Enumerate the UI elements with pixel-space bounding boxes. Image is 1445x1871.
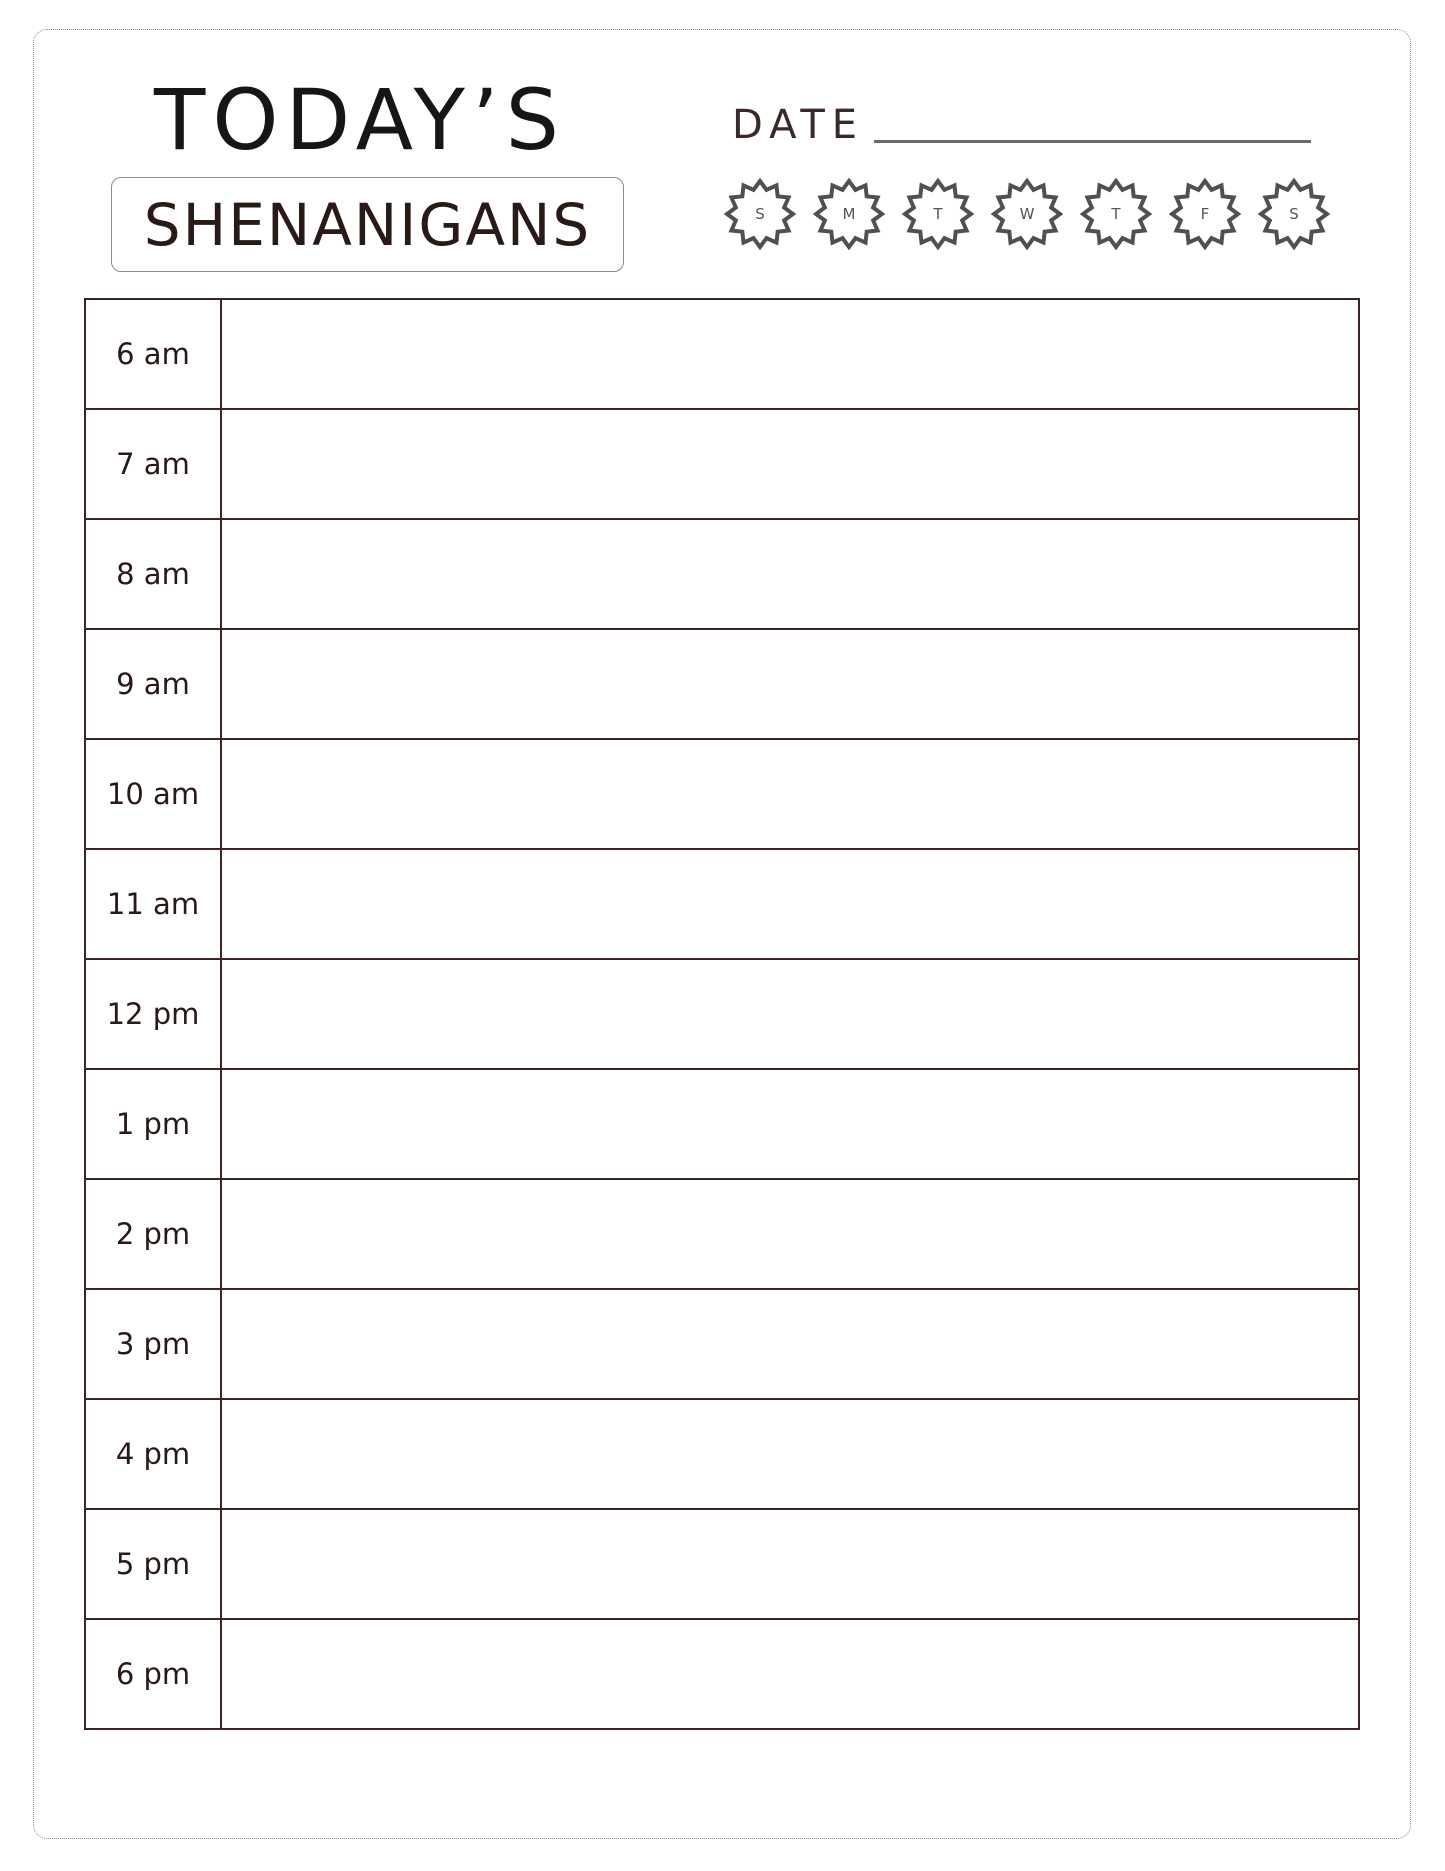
schedule-entry-field[interactable] <box>221 1179 1359 1289</box>
hourly-schedule-table <box>84 298 1360 1730</box>
day-letter: T <box>1111 205 1121 223</box>
page-title: TODAY’S <box>154 71 566 169</box>
time-label: 10 am <box>85 739 221 849</box>
time-label: 12 pm <box>85 959 221 1069</box>
schedule-entry-field[interactable] <box>221 1289 1359 1399</box>
time-label: 4 pm <box>85 1399 221 1509</box>
schedule-entry-field[interactable] <box>221 1509 1359 1619</box>
schedule-entry-field[interactable] <box>221 519 1359 629</box>
day-badge-thursday[interactable] <box>1080 178 1152 250</box>
time-label: 1 pm <box>85 1069 221 1179</box>
schedule-row <box>85 629 1359 739</box>
day-badge-wednesday[interactable] <box>991 178 1063 250</box>
day-badge-friday[interactable] <box>1169 178 1241 250</box>
time-label: 8 am <box>85 519 221 629</box>
schedule-row <box>85 1399 1359 1509</box>
time-label: 11 am <box>85 849 221 959</box>
schedule-row <box>85 1179 1359 1289</box>
schedule-row <box>85 1069 1359 1179</box>
date-input-line[interactable] <box>874 140 1311 143</box>
day-letter: M <box>842 205 856 223</box>
schedule-row <box>85 739 1359 849</box>
schedule-entry-field[interactable] <box>221 629 1359 739</box>
day-badge-tuesday[interactable] <box>902 178 974 250</box>
schedule-row <box>85 849 1359 959</box>
schedule-row <box>85 519 1359 629</box>
schedule-row <box>85 1619 1359 1729</box>
time-label: 2 pm <box>85 1179 221 1289</box>
schedule-row <box>85 299 1359 409</box>
page-subtitle: SHENANIGANS <box>143 190 592 259</box>
time-label: 3 pm <box>85 1289 221 1399</box>
day-letter: T <box>933 205 943 223</box>
time-label: 6 pm <box>85 1619 221 1729</box>
day-letter: S <box>1289 205 1299 223</box>
day-badge-monday[interactable] <box>813 178 885 250</box>
day-letter: F <box>1200 205 1210 223</box>
day-badge-saturday[interactable] <box>1258 178 1330 250</box>
subtitle-box <box>111 177 624 272</box>
date-label: DATE <box>732 102 865 148</box>
day-letter: S <box>755 205 765 223</box>
time-label: 9 am <box>85 629 221 739</box>
schedule-entry-field[interactable] <box>221 1069 1359 1179</box>
schedule-entry-field[interactable] <box>221 849 1359 959</box>
time-label: 6 am <box>85 299 221 409</box>
schedule-row <box>85 1509 1359 1619</box>
schedule-entry-field[interactable] <box>221 299 1359 409</box>
schedule-entry-field[interactable] <box>221 1399 1359 1509</box>
day-letter: W <box>1019 205 1035 223</box>
time-label: 5 pm <box>85 1509 221 1619</box>
schedule-entry-field[interactable] <box>221 1619 1359 1729</box>
time-label: 7 am <box>85 409 221 519</box>
schedule-row <box>85 409 1359 519</box>
schedule-row <box>85 959 1359 1069</box>
schedule-entry-field[interactable] <box>221 739 1359 849</box>
day-badge-sunday[interactable] <box>724 178 796 250</box>
schedule-row <box>85 1289 1359 1399</box>
schedule-entry-field[interactable] <box>221 959 1359 1069</box>
schedule-entry-field[interactable] <box>221 409 1359 519</box>
